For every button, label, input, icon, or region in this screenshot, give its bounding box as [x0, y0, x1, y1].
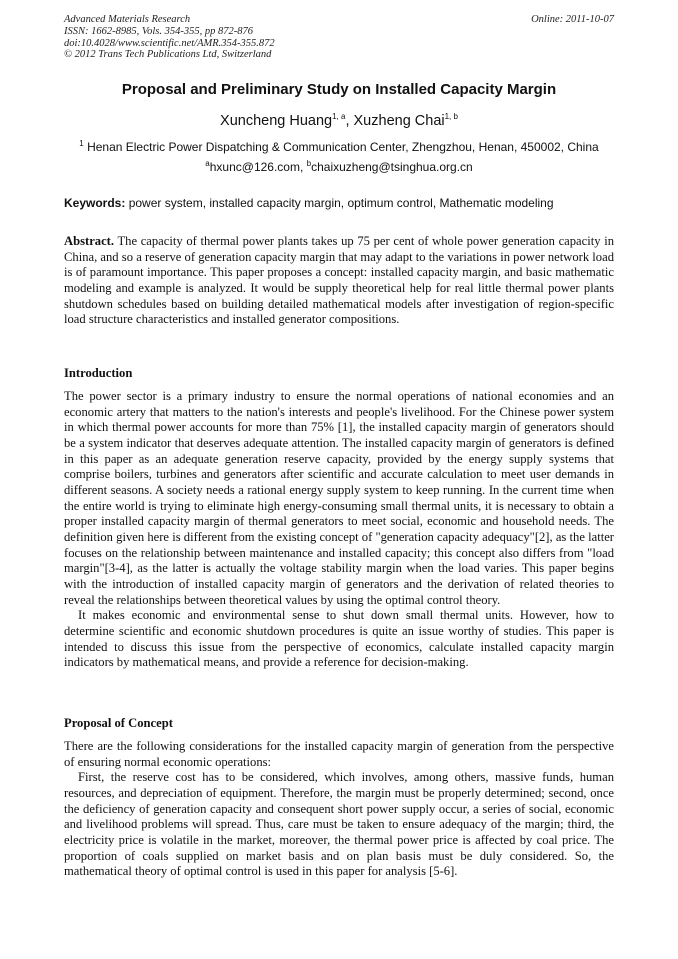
- copyright-line: © 2012 Trans Tech Publications Ltd, Switzerland: [64, 49, 272, 61]
- email-line: [0, 160, 678, 174]
- author-separator: ,: [345, 113, 354, 129]
- issn-line: ISSN: 1662-8985, Vols. 354-355, pp 872-876: [64, 25, 253, 37]
- author-affil-sup: 1, a: [332, 112, 346, 122]
- paragraph: There are the following considerations for the installed capacity margin of generation from the perspective of ensuring normal economic operations:: [64, 739, 614, 769]
- abstract: [64, 234, 614, 328]
- section-heading-proposal: Proposal of Concept: [64, 716, 173, 730]
- proposal-body: [64, 739, 614, 880]
- affiliation-text: Henan Electric Power Dispatching & Communication Center, Zhengzhou, Henan, 450002, China: [83, 140, 599, 154]
- author-name: Xuncheng Huang: [220, 113, 333, 129]
- online-date: Online: 2011-10-07: [531, 14, 614, 25]
- doi-line: doi:10.4028/www.scientific.net/AMR.354-355.872: [64, 37, 275, 49]
- keywords-text: power system, installed capacity margin, optimum control, Mathematic modeling: [125, 196, 554, 210]
- author-name: Xuzheng Chai: [353, 113, 445, 129]
- email-address: chaixuzheng@tsinghua.org.cn: [311, 160, 473, 174]
- author-line: [0, 113, 678, 129]
- keywords: [64, 196, 614, 210]
- journal-header: [64, 14, 275, 61]
- email-sup: b: [306, 159, 312, 168]
- abstract-label: Abstract.: [64, 234, 115, 248]
- author-affil-sup: 1, b: [444, 112, 458, 122]
- section-heading-introduction: Introduction: [64, 366, 133, 380]
- paragraph: First, the reserve cost has to be considered, which involves, among others, massive funds, human resources, and depreciation of equipment. Therefore, the margin must be properly determined; second, once the deficiency of generation capacity and consequent short power supply occur, a series of social, economic and livelihood problems will spread. Thus, care must be taken to ensure adequacy of the margin; third, the electricity price is volatile in the market, moreover, the thermal power price is affected by coal price. The proportion of coals supplied on market basis and on plan basis must be duly considered. So, the mathematical theory of optimal control is used in this paper for analysis [5-6].: [64, 770, 614, 879]
- abstract-text: The capacity of thermal power plants takes up 75 per cent of whole power generation capacity in China, and so a reserve of generation capacity margin that may adapt to the variations in power network load is of paramount importance. This paper proposes a concept: installed capacity margin, and basic mathematic modeling and example is analyzed. It would be supply theoretical help for real little thermal power plants shutdown schedules based on building detailed mathematical models after investigation of region-specific load structure characteristics and installed generator compositions.: [64, 234, 614, 327]
- affiliation: [64, 140, 614, 154]
- paragraph: The power sector is a primary industry to ensure the normal operations of national economies and an economic artery that matters to the nation's interests and people's livelihood. For the Chinese power system in which thermal power accounts for more than 75% [1], the installed capacity margin of generators should be a system indicator that deserves adequate attention. The installed capacity margin of generators is defined in this paper as an adequate generation reserve capacity, provided by the energy supply systems that comprise boilers, turbines and generators after scientific and accurate calculation to meet user demands in different seasons. A society needs a rational energy supply system to keep running. In the current time when the entire world is trying to eliminate high energy-consuming small thermal units, it is necessary to obtain a proper installed capacity margin of thermal generators to meet social, economic and household needs. The definition given here is different from the existing concept of "generation capacity adequacy"[2], as the latter focuses on the relationship between maintenance and installed capacity; this concept also differs from "load margin"[3-4], as the latter is actually the voltage stability margin when the load varies. This paper begins with the introduction of installed capacity margin of generators and the derivation of related theories to reveal the relationships between theoretical values by using the optimal control theory.: [64, 389, 614, 607]
- affiliation-sup: 1: [79, 139, 84, 148]
- email-sup: a: [205, 159, 210, 168]
- keywords-label: Keywords:: [64, 196, 126, 210]
- paper-title: Proposal and Preliminary Study on Installed Capacity Margin: [121, 81, 557, 98]
- introduction-body: [64, 389, 614, 671]
- email-address: hxunc@126.com,: [209, 160, 307, 174]
- paragraph: It makes economic and environmental sense to shut down small thermal units. However, how to determine scientific and economic shutdown procedures is quite an issue worthy of studies. This paper is intended to discuss this issue from the perspective of economics, calculate installed capacity margin indicators by mathematical means, and provide a reference for decision-making.: [64, 608, 614, 670]
- journal-name: Advanced Materials Research: [64, 14, 191, 25]
